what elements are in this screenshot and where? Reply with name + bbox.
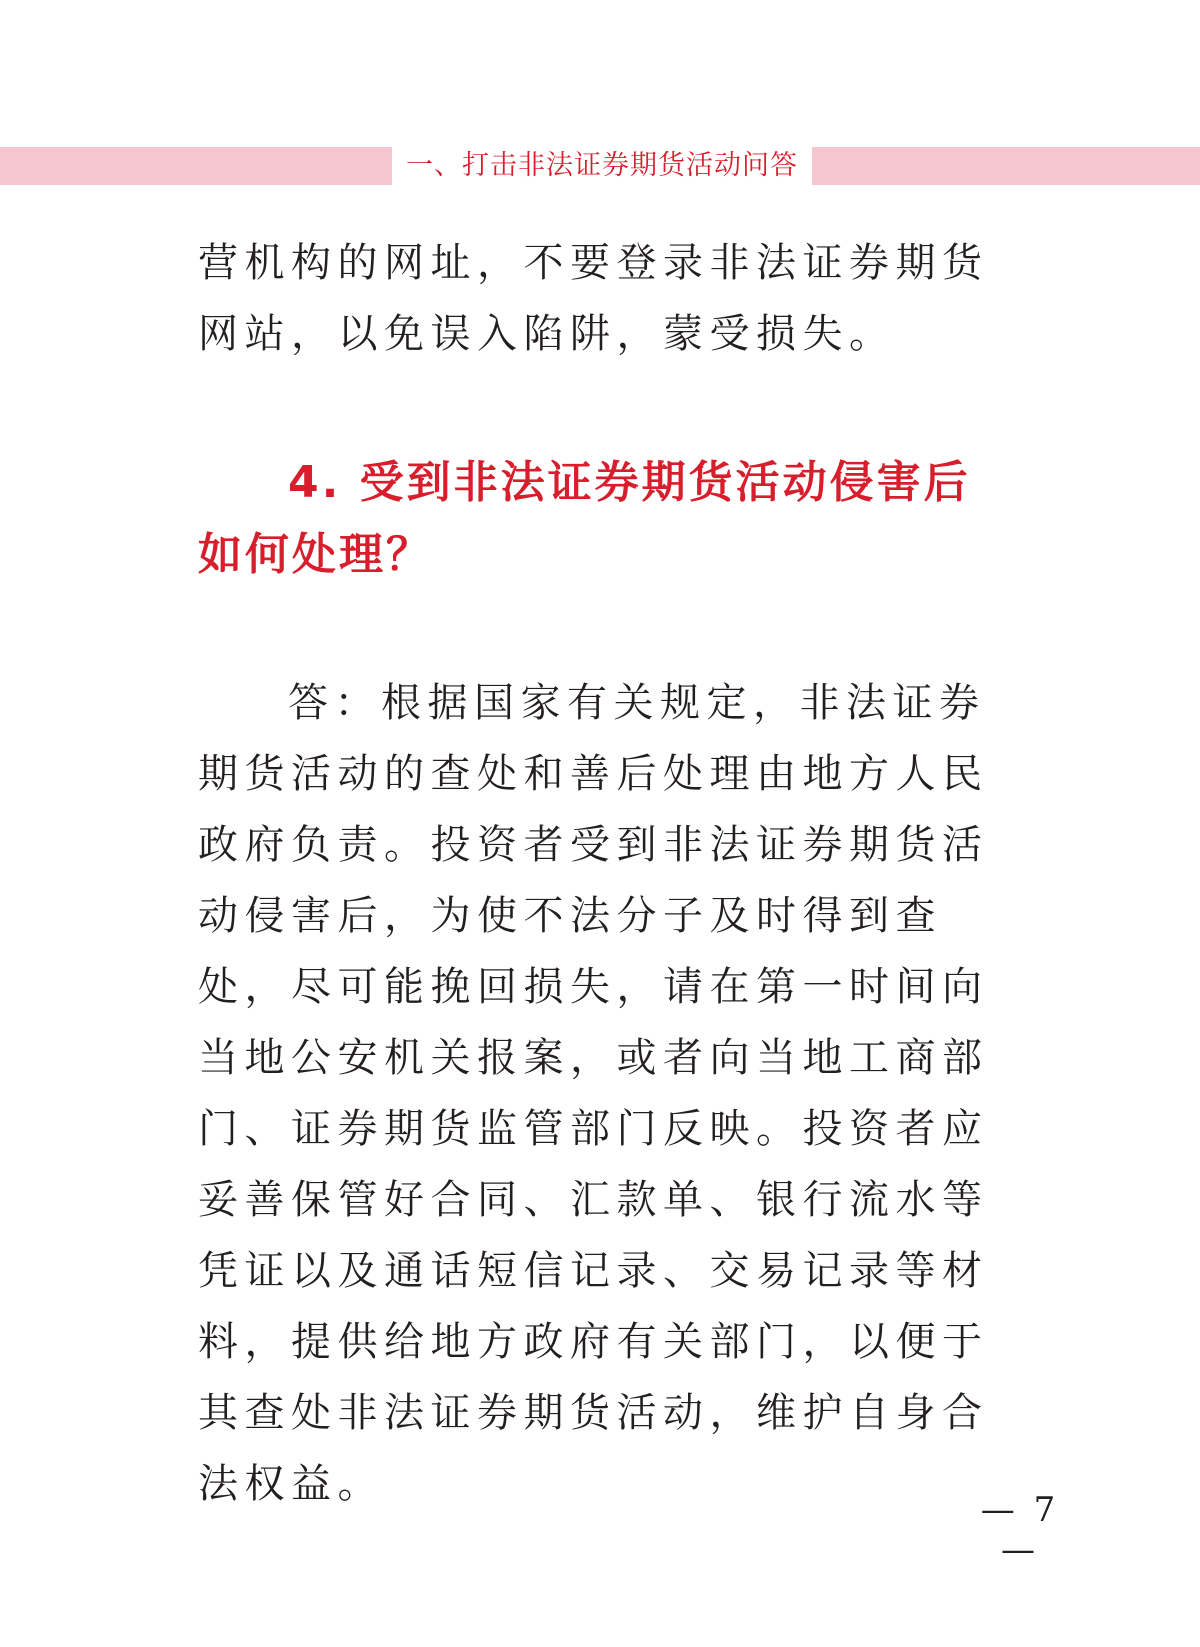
question-heading: 4. 受到非法证券期货活动侵害后如何处理？ [198,457,971,580]
page-number: — 7 — [980,1490,1060,1570]
header-band-left [0,147,392,185]
continuation-paragraph: 营机构的网址，不要登录非法证券期货网站，以免误入陷阱，蒙受损失。 [198,240,989,357]
answer-paragraph: 答：根据国家有关规定，非法证券期货活动的查处和善后处理由地方人民政府负责。投资者受到非法证券期货活动侵害后，为使不法分子及时得到查处，尽可能挽回损失，请在第一时间向当地公安机关报案，或者向当地工商部门、证券期货监管部门反映。投资者应妥善保管好合同、汇款单、银行流水等凭证以及通话短信记录、交易记录等材料，提供给地方政府有关部门，以便于其查处非法证券期货活动，维护自身合法权益。 [198,680,989,1507]
running-header [0,147,1200,185]
header-band-right [812,147,1200,185]
section-title: 一、打击非法证券期货活动问答 [406,150,798,181]
